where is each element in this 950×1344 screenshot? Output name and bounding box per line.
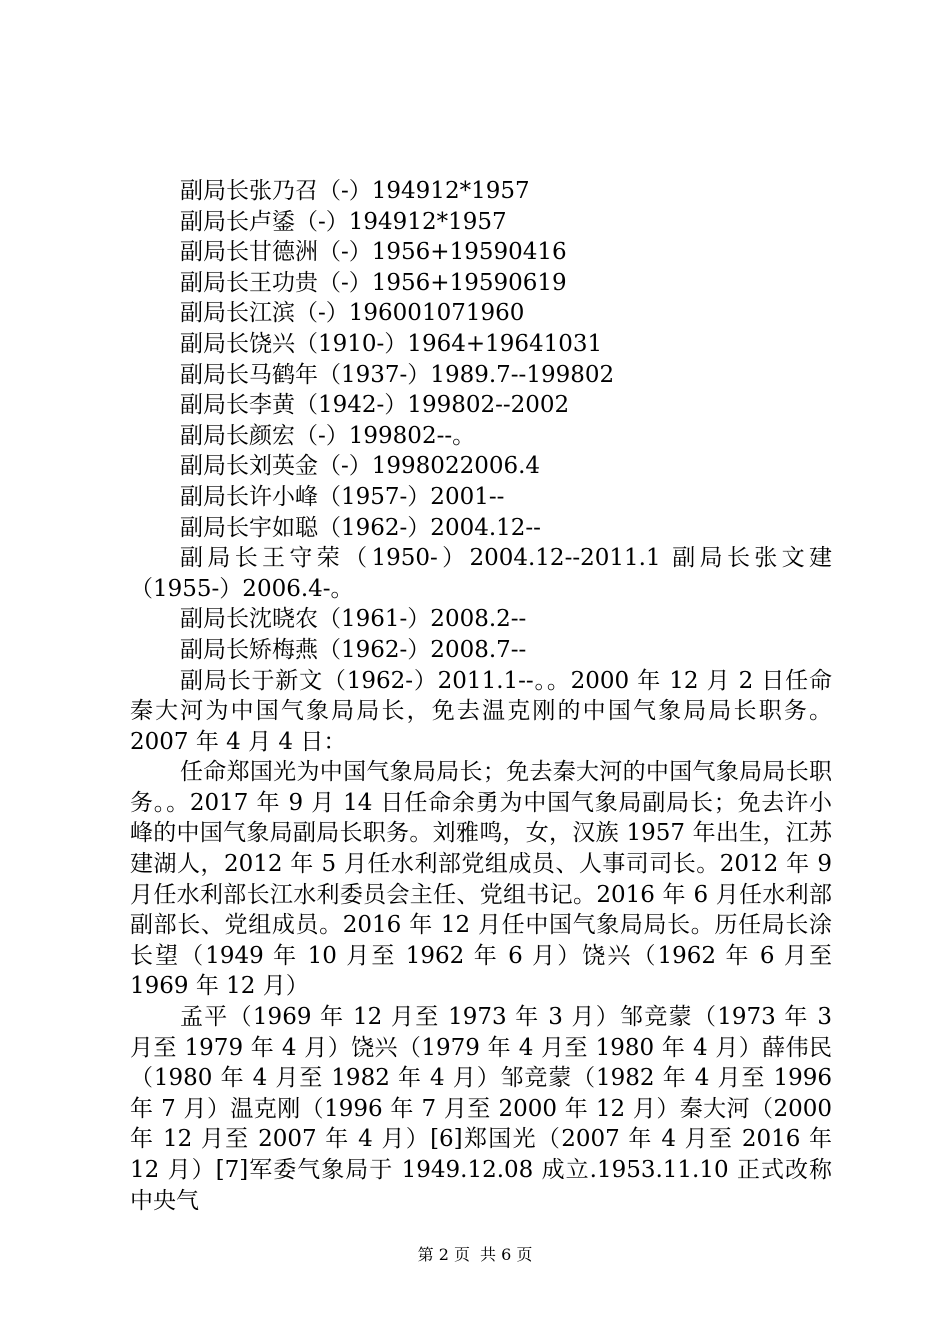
paragraph: 副局长王守荣（1950-）2004.12--2011.1 副局长张文建（1955-）2006.4-。 (130, 545, 832, 602)
text-line: 副局长许小峰（1957-）2001-- (180, 483, 505, 510)
text-line: 副局长甘德洲（-）1956+19590416 (180, 239, 567, 266)
text-line: 副局长饶兴（1910-）1964+19641031 (180, 330, 603, 357)
text-line: 副局长王功贵（-）1956+19590619 (180, 269, 567, 296)
text-line: 副局长江滨（-）196001071960 (180, 300, 525, 327)
text-line: 副局长刘英金（-）1998022006.4 (180, 453, 541, 480)
page-number: 第 2 页 (417, 1245, 470, 1264)
text-line: 副局长颜宏（-）199802--。 (180, 422, 476, 449)
text-line: 副局长李黄（1942-）199802--2002 (180, 392, 570, 419)
paragraph: 孟平（1969 年 12 月至 1973 年 3 月）邹竞蒙（1973 年 3 月至 1979 年 4 月）饶兴（1979 年 4 月至 1980 年 4 月）薛伟民（1980 年 4 月至 1982 年 4 月）邹竞蒙（1982 年 4 月至 1996 年 7 月）温克刚（1996 年 7 月至 2000 年 12 月）秦大河（2000 年 12 月至 2007 年 4 月）[6]郑国光（2007 年 4 月至 2016 年 12 月）[7]军委气象局于 1949.12.08 成立.1953.11.10 正式改称中央气 (130, 1004, 832, 1214)
text-line: 副局长沈晓农（1961-）2008.2-- (180, 606, 527, 633)
paragraph: 任命郑国光为中国气象局局长；免去秦大河的中国气象局局长职务。。2017 年 9 月 14 日任命余勇为中国气象局副局长；免去许小峰的中国气象局副局长职务。刘雅鸣，女，汉族 1957 年出生，江苏建湖人，2012 年 5 月任水利部党组成员、人事司司长。2012 年 9 月任水利部长江水利委员会主任、党组书记。2016 年 6 月任水利部副部长、党组成员。2016 年 12 月任中国气象局局长。历任局长涂长望（1949 年 10 月至 1962 年 6 月）饶兴（1962 年 6 月至 1969 年 12 月） (130, 759, 832, 1000)
text-line: 副局长张乃召（-）194912*1957 (180, 178, 530, 204)
text-line: 副局长马鹤年（1937-）1989.7--199802 (180, 361, 615, 388)
document-body (130, 176, 832, 1216)
page-footer (0, 1243, 950, 1267)
paragraph: 副局长于新文（1962-）2011.1--。。2000 年 12 月 2 日任命秦大河为中国气象局局长，免去温克刚的中国气象局局长职务。2007 年 4 月 4 日： (130, 667, 832, 755)
text-line: 副局长矫梅燕（1962-）2008.7-- (180, 636, 527, 663)
text-line: 副局长卢鋈（-）194912*1957 (180, 208, 507, 235)
page-total: 共 6 页 (480, 1245, 533, 1264)
text-line: 副局长宇如聪（1962-）2004.12-- (180, 514, 541, 541)
